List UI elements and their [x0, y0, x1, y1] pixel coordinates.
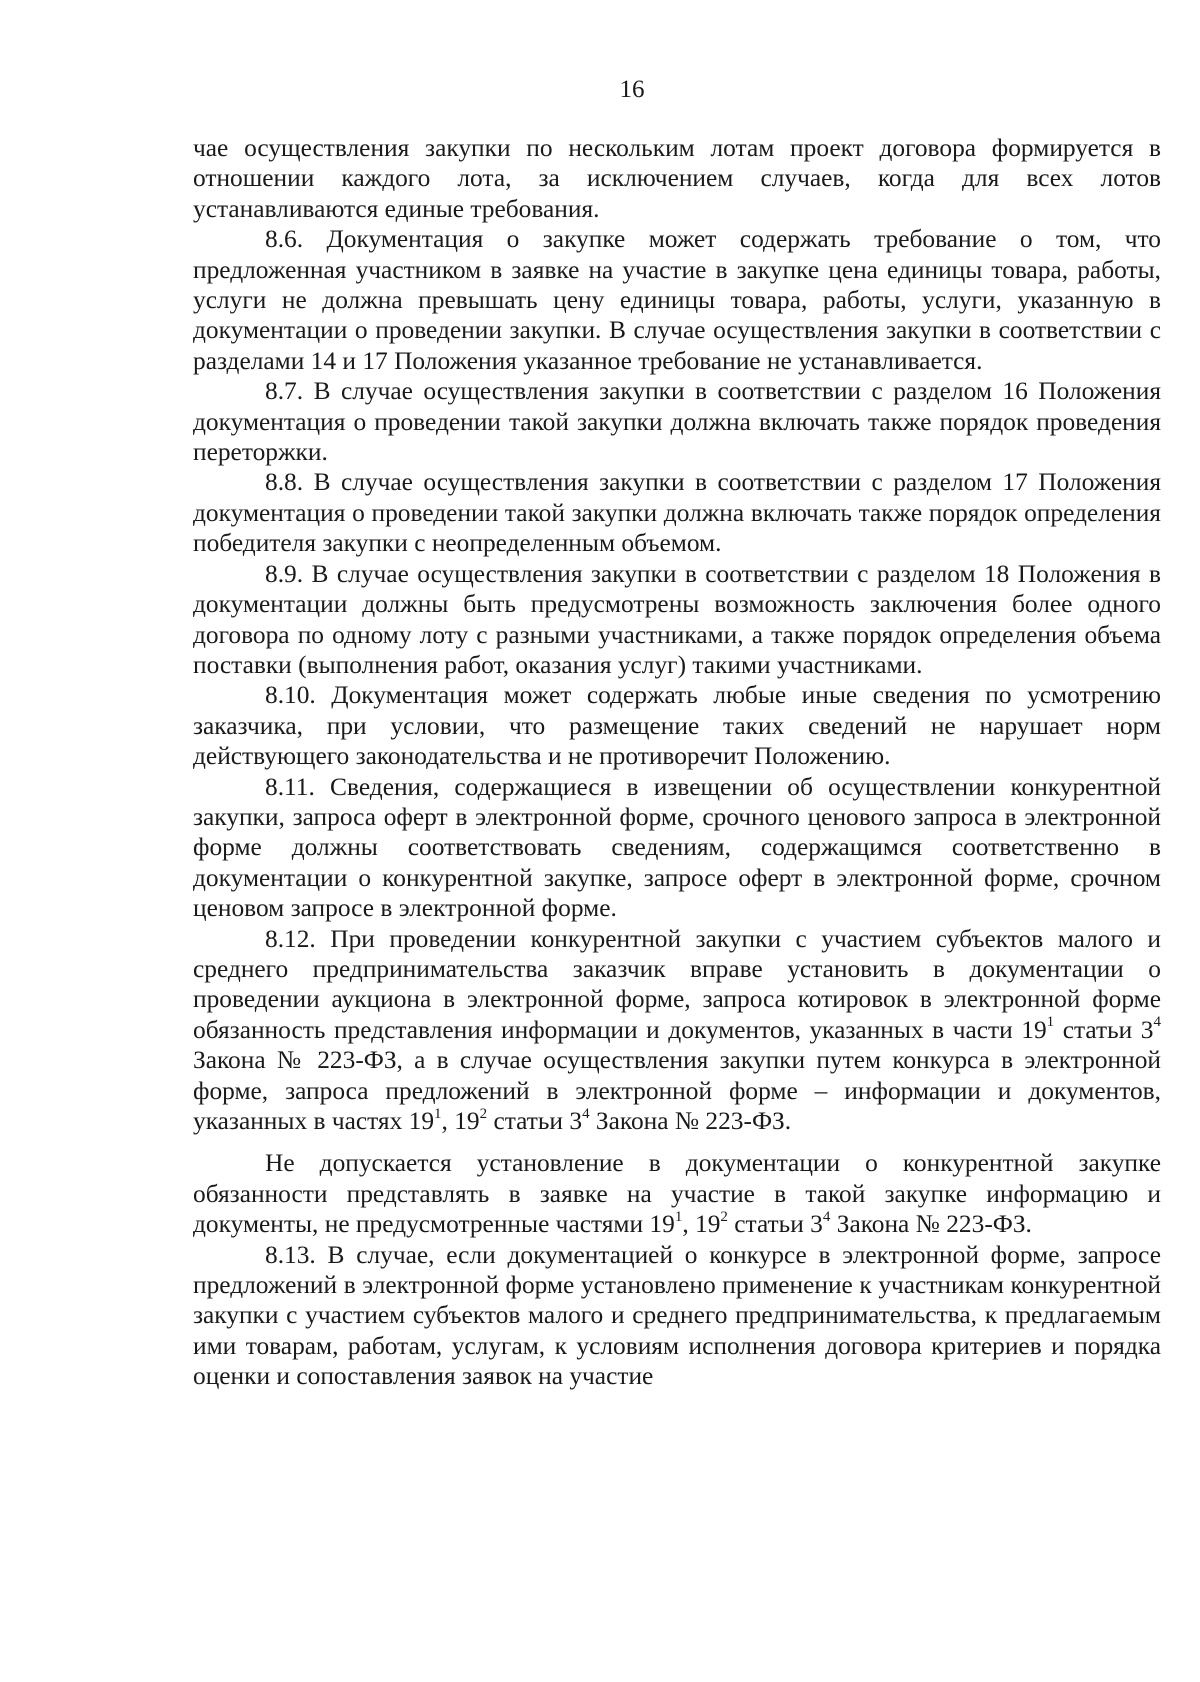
- text-run: Закона № 223-ФЗ.: [589, 1107, 792, 1135]
- text-run: статьи 3: [1054, 1015, 1154, 1044]
- text-run: 8.10. Документация может содержать любые иные сведения по усмотрению заказчика, при условии, что размещение таких сведений не нарушает норм действующего законодательства и не противоречит Положению.: [193, 681, 1161, 771]
- paragraph-8-8: [193, 467, 1161, 558]
- text-run: статьи 3: [727, 1210, 823, 1239]
- paragraph-8-6: [193, 224, 1161, 376]
- superscript: 2: [720, 1208, 728, 1225]
- document-body: [193, 133, 1161, 1392]
- text-run: 8.13. В случае, если документацией о конкурсе в электронной форме, запросе предложений в электронной форме установлено применение к участникам конкурентной закупки с участием субъектов малого и среднего предпринимательства, к предлагаемым ими товарам, работам, услугам, к условиям исполнения договора критериев и порядка оценки и сопоставления заявок на участие: [193, 1240, 1161, 1391]
- text-run: 8.11. Сведения, содержащиеся в извещении об осуществлении конкурентной закупки, запроса оферт в электронной форме, срочного ценового запроса в электронной форме должны соответствовать сведениям, содержащимся соответственно в документации о конкурентной закупке, запросе оферт в электронной форме, срочном ценовом запросе в электронной форме.: [193, 772, 1161, 923]
- superscript: 1: [674, 1208, 683, 1225]
- text-run: , 19: [682, 1210, 721, 1239]
- text-run: 8.9. В случае осуществления закупки в соответствии с разделом 18 Положения в документации должны быть предусмотрены возможность заключения более одного договора по одному лоту с разными участниками, а также порядок определения объема поставки (выполнения работ, оказания услуг) такими участниками.: [193, 559, 1161, 679]
- text-run: Закона № 223-ФЗ.: [830, 1210, 1032, 1239]
- text-run: 8.6. Документация о закупке может содержать требование о том, что предложенная участником в заявке на участие в закупке цена единицы товара, работы, услуги не должна превышать цену единицы товара, работы, услуги, указанную в документации о проведении закупки. В случае осуществления закупки в соответствии с разделами 14 и 17 Положения указанное требование не устанавливается.: [193, 225, 1161, 375]
- superscript: 1: [434, 1105, 442, 1122]
- paragraph-continuation: [193, 133, 1161, 224]
- paragraph-8-12: [193, 924, 1161, 1137]
- text-run: статьи 3: [487, 1107, 583, 1135]
- paragraph-8-9: [193, 559, 1161, 681]
- text-run: Закона № 223-ФЗ, а в случае осуществления закупки путем конкурса в электронной форме, запроса предложений в электронной форме – информации и документов, указанных в частях 19: [193, 1046, 1161, 1135]
- paragraph-8-10: [193, 680, 1161, 771]
- superscript: 2: [479, 1105, 488, 1122]
- text-run: 8.7. В случае осуществления закупки в соответствии с разделом 16 Положения документация о проведении такой закупки должна включать также порядок проведения переторжки.: [193, 377, 1161, 467]
- text-run: Не допускается установление в документации о конкурентной закупке обязанности представлять в заявке на участие в такой закупке информацию и документы, не предусмотренные частями 19: [193, 1149, 1161, 1239]
- paragraph-8-13: [193, 1240, 1161, 1392]
- text-run: 8.12. При проведении конкурентной закупки с участием субъектов малого и среднего предпринимательства заказчик вправе установить в документации о проведении аукциона в электронной форме, запроса котировок в электронной форме обязанность представления информации и документов, указанных в части 19: [193, 924, 1161, 1044]
- text-run: , 19: [441, 1107, 480, 1135]
- paragraph-8-11: [193, 772, 1161, 924]
- text-run: 8.8. В случае осуществления закупки в соответствии с разделом 17 Положения документация о проведении такой закупки должна включать также порядок определения победителя закупки с неопределенным объемом.: [193, 468, 1161, 558]
- text-run: чае осуществления закупки по нескольким лотам проект договора формируется в отношении каждого лота, за исключением случаев, когда для всех лотов устанавливаются единые требования.: [193, 134, 1161, 223]
- page-number: 16: [619, 76, 645, 103]
- superscript: 1: [1046, 1014, 1055, 1031]
- paragraph-8-12-second: [193, 1148, 1161, 1239]
- superscript: 4: [1153, 1014, 1161, 1031]
- superscript: 4: [822, 1208, 831, 1225]
- superscript: 4: [582, 1105, 590, 1122]
- paragraph-8-7: [193, 376, 1161, 467]
